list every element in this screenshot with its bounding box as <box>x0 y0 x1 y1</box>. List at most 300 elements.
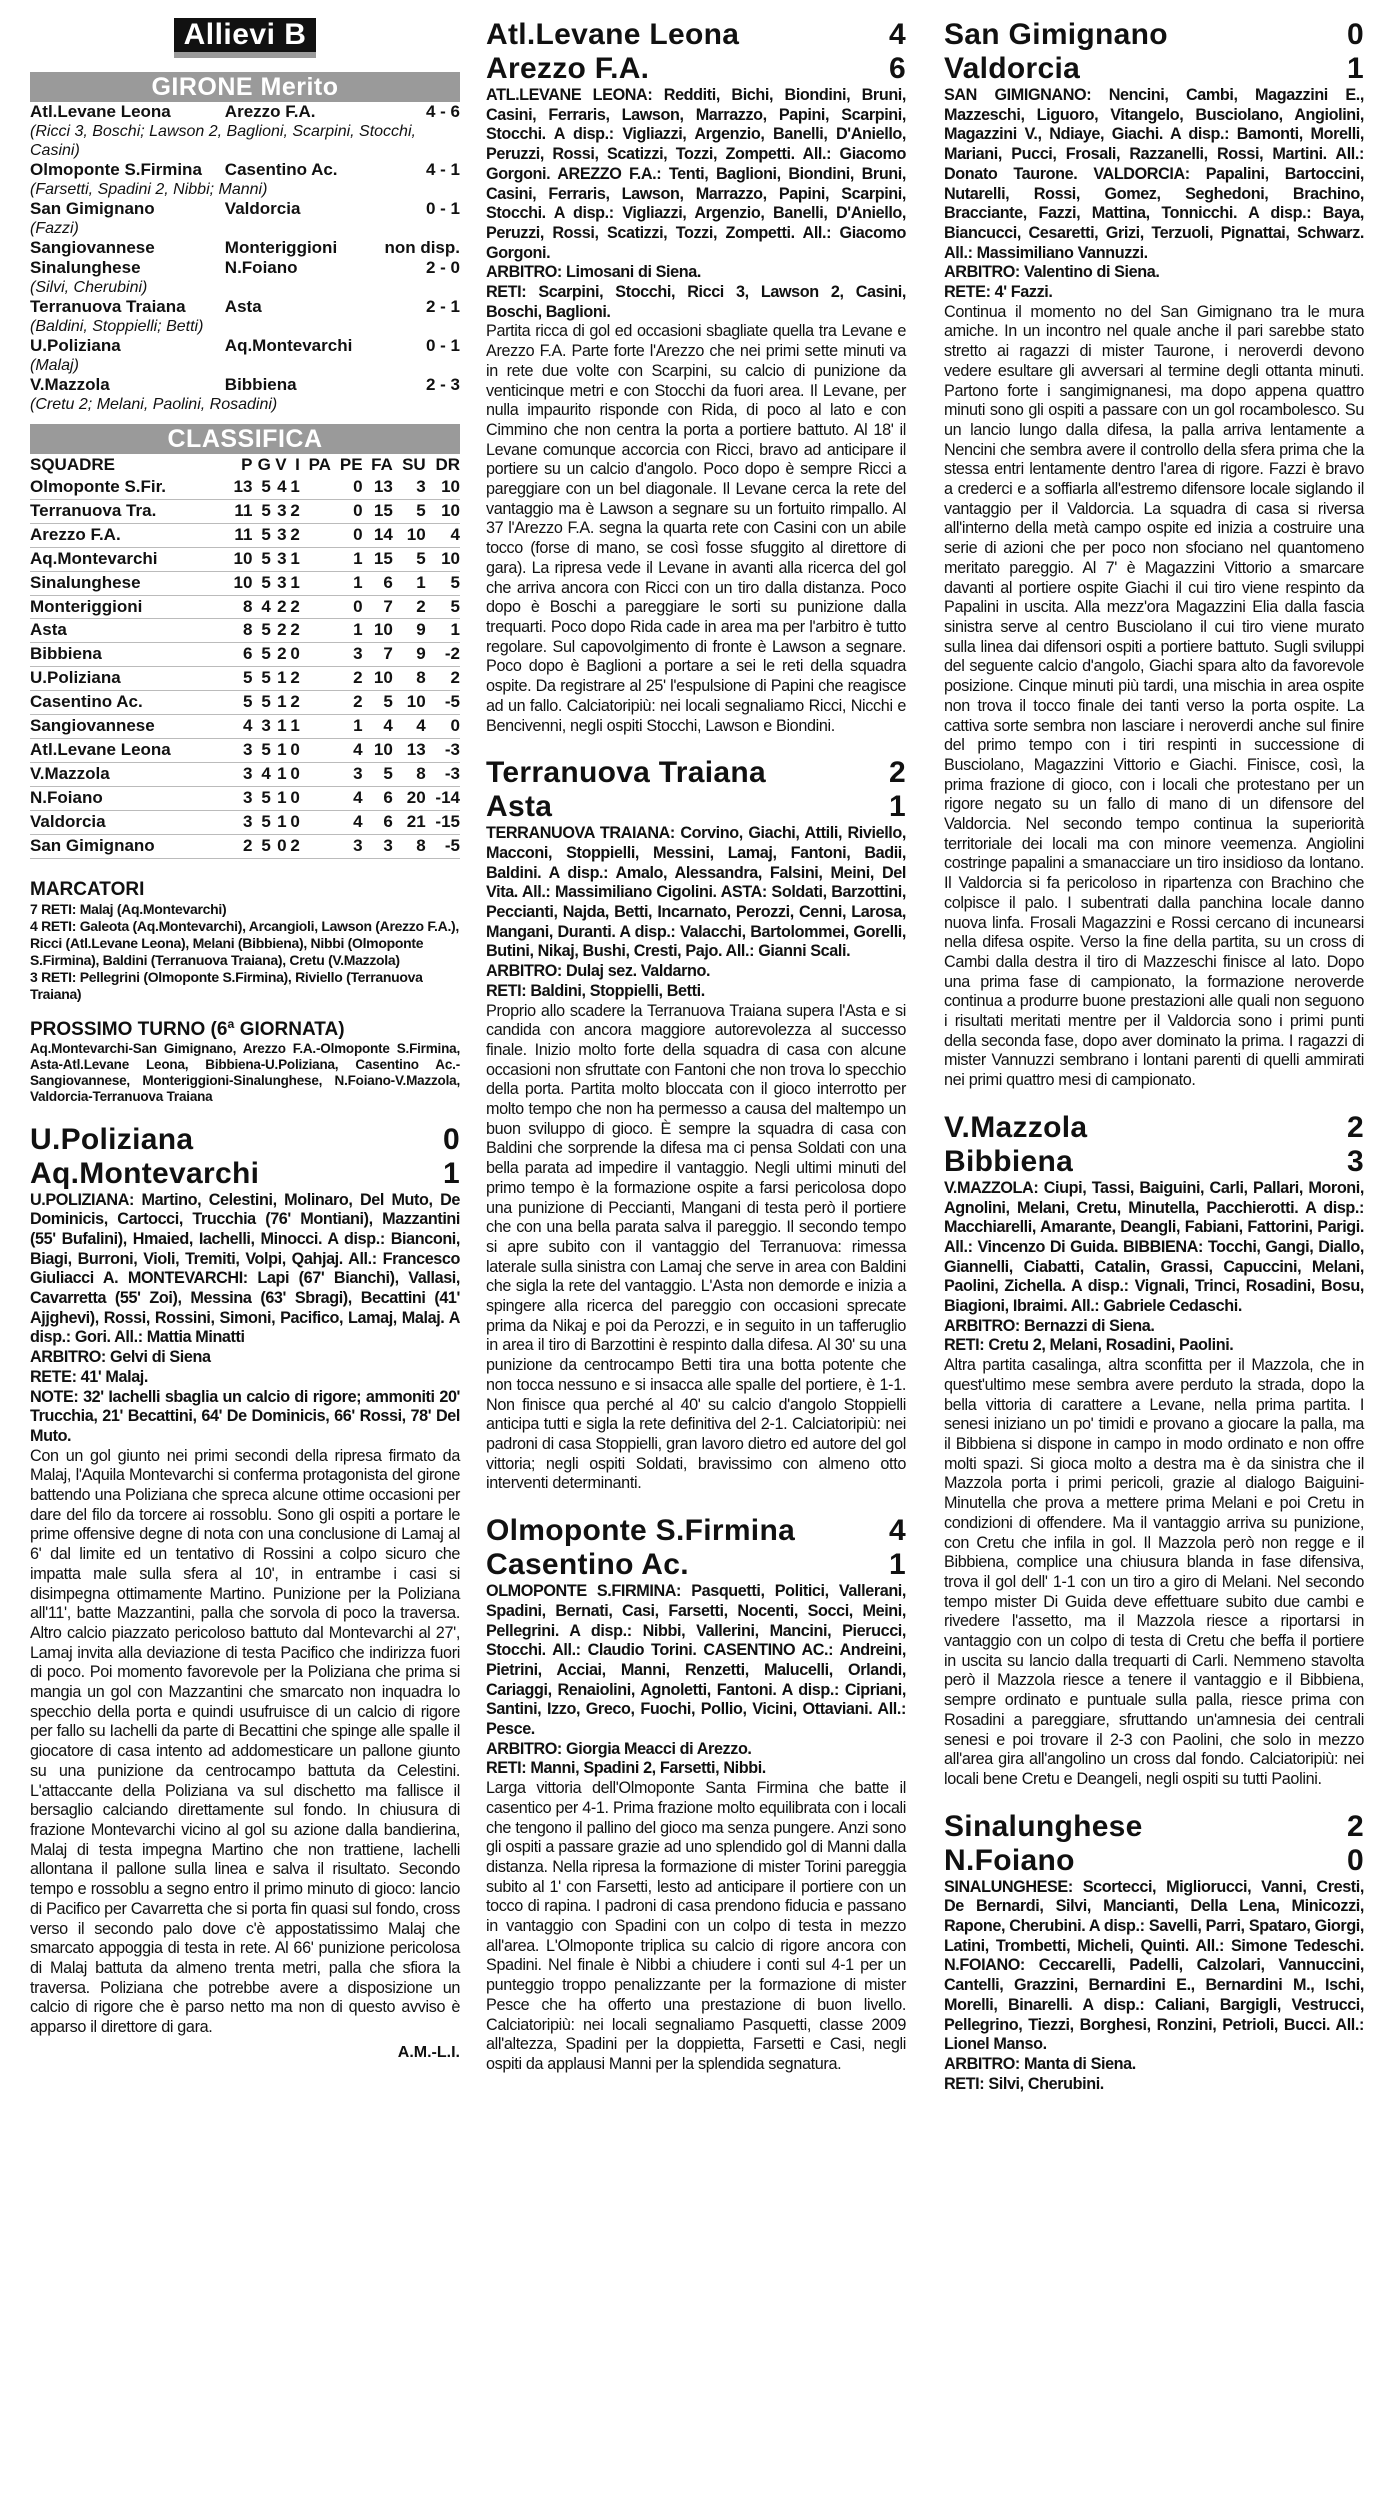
standings-cell <box>300 786 331 810</box>
standings-cell: 21 <box>393 810 426 834</box>
standings-cell: 1 <box>287 547 300 571</box>
standings-cell: 0 <box>331 499 363 523</box>
standings-cell: 8 <box>226 619 252 643</box>
standings-row <box>30 619 460 643</box>
standings-row <box>30 810 460 834</box>
match-away <box>30 1157 460 1191</box>
match-away <box>486 1548 906 1582</box>
match-away <box>486 52 906 86</box>
result-away: Aq.Montevarchi <box>224 336 353 355</box>
standings-cell: 0 <box>287 643 300 667</box>
standings-cell: 7 <box>363 643 393 667</box>
standings-cell: 15 <box>363 499 393 523</box>
standings-cell: 5 <box>252 476 270 499</box>
article-mazzola <box>944 1111 1364 1790</box>
result-scorers-row <box>30 317 460 336</box>
standings-cell: 6 <box>226 643 252 667</box>
standings-cell: 2 <box>287 834 300 858</box>
standings-cell: 5 <box>393 547 426 571</box>
result-away: Valdorcia <box>224 199 301 218</box>
standings-team: Aq.Montevarchi <box>30 547 226 571</box>
standings-cell: 1 <box>271 810 287 834</box>
result-row <box>30 336 460 356</box>
standings-cell: -14 <box>426 786 460 810</box>
result-away: Casentino Ac. <box>224 160 338 179</box>
standings-row <box>30 786 460 810</box>
away-score: 6 <box>889 52 906 85</box>
result-row <box>30 160 460 180</box>
standings-cell: 5 <box>252 738 270 762</box>
prossimo-title: PROSSIMO TURNO (6ª GIORNATA) <box>30 1018 345 1040</box>
standings-cell: 4 <box>252 595 270 619</box>
standings-row <box>30 738 460 762</box>
standings-cell: 10 <box>363 738 393 762</box>
standings-cell: 2 <box>287 667 300 691</box>
standings-cell: 2 <box>271 619 287 643</box>
result-scorers: (Ricci 3, Boschi; Lawson 2, Baglioni, Scarpini, Stocchi, Casini) <box>30 123 416 159</box>
result-score: 4 - 1 <box>425 160 460 179</box>
standings-cell <box>300 762 331 786</box>
marcatori-list <box>30 901 460 1003</box>
formations: U.POLIZIANA: Martino, Celestini, Molinaro, Del Muto, De Dominicis, Cartocci, Trucchia (76' Montiani), Mazzantini (55' Bufalini), Hmaied, Iachelli, Minocci. A disp.: Bianconi, Biagi, Burroni, Violi, Tremiti, Volpi, Qahjaj. All.: Francesco Giuliacci A. MONTEVARCHI: Lapi (67' Bianchi), Vallasi, Cavarretta (55' Zoi), Messina (63' Sbragi), Becattini (41' Ajjghevi), Rossi, Rossini, Simoni, Pacifico, Lamaj, Malaj. A disp.: Gori. All.: Mattia Minatti <box>30 1190 460 1347</box>
standings-cell <box>300 523 331 547</box>
standings-cell: 3 <box>393 476 426 499</box>
match-away <box>486 790 906 824</box>
standings-team: San Gimignano <box>30 834 226 858</box>
standings-cell: -5 <box>426 834 460 858</box>
standings-cell: 3 <box>226 738 252 762</box>
standings-cell: 5 <box>252 691 270 715</box>
result-scorers: (Cretu 2; Melani, Paolini, Rosadini) <box>30 396 278 413</box>
match-home <box>486 1514 906 1548</box>
standings-header-cell: PE <box>339 455 363 474</box>
standings-cell: 6 <box>363 571 393 595</box>
formations: TERRANUOVA TRAIANA: Corvino, Giachi, Attili, Riviello, Macconi, Stoppielli, Messini, Lamaj, Fantoni, Badii, Baldini. A disp.: Amalo, Alessandra, Falsini, Meini, Del Vita. All.: Massimiliano Cigolini. ASTA: Soldati, Barzottini, Peccianti, Najda, Betti, Incarnato, Perozzi, Cenni, Larosa, Mangani, Duranti. A disp.: Valacchi, Bartolommei, Gorelli, Butini, Nikaj, Bushi, Cresti, Pajo. All.: Gianni Scali. <box>486 824 906 961</box>
result-away: Asta <box>224 297 262 316</box>
result-scorers-row <box>30 180 460 199</box>
standings-cell: 9 <box>393 619 426 643</box>
standings-cell <box>300 738 331 762</box>
referee: ARBITRO: Giorgia Meacci di Arezzo. <box>486 1739 752 1758</box>
standings-cell: 3 <box>226 810 252 834</box>
standings-cell: 10 <box>393 523 426 547</box>
standings-cell: 1 <box>271 691 287 715</box>
standings-cell: 2 <box>226 834 252 858</box>
standings-cell: 1 <box>271 786 287 810</box>
standings-cell: 3 <box>331 762 363 786</box>
standings-cell: 2 <box>331 667 363 691</box>
result-away: Bibbiena <box>224 375 297 394</box>
match-home <box>486 18 906 52</box>
home-team: Terranuova Traiana <box>486 756 766 790</box>
referee: ARBITRO: Manta di Siena. <box>944 2054 1136 2073</box>
standings-header-cell: DR <box>435 455 460 474</box>
standings-header-cell: SQUADRE <box>30 455 116 474</box>
standings-cell: 20 <box>393 786 426 810</box>
standings-cell: 3 <box>271 499 287 523</box>
section-banner <box>30 18 460 58</box>
standings-cell: 3 <box>226 762 252 786</box>
standings-cell: 5 <box>252 834 270 858</box>
standings-cell: 14 <box>363 523 393 547</box>
formations: OLMOPONTE S.FIRMINA: Pasquetti, Politici, Vallerani, Spadini, Bernati, Casi, Farsetti, Nocenti, Socci, Meini, Pellegrini. A disp.: Nibbi, Vallerini, Mancini, Pierucci, Stocchi. All.: Claudio Torini. CASENTINO AC.: Andreini, Pietrini, Acciai, Manni, Renzetti, Malucelli, Orlandi, Cariaggi, Renaiolini, Agnoletti, Fantoni. A disp.: Cipriani, Santini, Izzo, Greco, Fuochi, Pollio, Vicini, Ottaviani. All.: Pesce. <box>486 1582 906 1739</box>
standings-cell: 0 <box>287 762 300 786</box>
standings-cell: 5 <box>252 667 270 691</box>
standings-team: Valdorcia <box>30 810 226 834</box>
standings-cell: 11 <box>226 499 252 523</box>
prossimo-text: Aq.Montevarchi-San Gimignano, Arezzo F.A.-Olmoponte S.Firmina, Asta-Atl.Levane Leona, Bibbiena-U.Poliziana, Casentino Ac.-Sangiovannese, Monteriggioni-Sinalunghese, N.Foiano-V.Mazzola, Valdorcia-Terranuova Traiana <box>30 1040 460 1104</box>
standings-cell: 10 <box>226 571 252 595</box>
standings-cell <box>300 691 331 715</box>
standings-cell: 4 <box>393 715 426 739</box>
standings-row <box>30 834 460 858</box>
standings-cell: 15 <box>363 547 393 571</box>
standings-header-cell: FA <box>371 455 393 474</box>
home-team: Olmoponte S.Firmina <box>486 1514 796 1548</box>
result-home: San Gimignano <box>30 199 155 218</box>
standings-team: Monteriggioni <box>30 595 226 619</box>
standings-cell <box>300 834 331 858</box>
standings-cell: 3 <box>271 523 287 547</box>
standings-cell: 8 <box>226 595 252 619</box>
article-text: Partita ricca di gol ed occasioni sbagliate quella tra Levane e Arezzo F.A. Parte forte l'Arezzo che nei primi sette minuti va in rete due volte con Scarpini, su calcio di punizione da venticinque metri e con Stocchi da fuori area. Il Levane, per nulla impaurito risponde con Rida, di poco al lato e con Cimmino che non centra la porta a portiere battuto. Al 18' il Levane comunque accorcia con Ricci, bravo ad anticipare il portiere su un calcio d'angolo. Poco dopo è sempre Ricci a pareggiare con un bel diagonale. Il Levane cerca la rete del vantaggio ma è Lawson a segnare su un fortuito rimpallo. Al 37 l'Arezzo F.A. segna la quarta rete con Casini con un abile tocco (forse di mano, se così fosse sfuggito al direttore di gara). La ripresa vede il Levane in avanti alla ricerca del gol che arriva ancora con Ricci con un tiro dalla distanza. Poco dopo è Boschi a pareggiare le sorti su punizione dalla trequarti. Poco dopo Rida cade in area ma per l'arbitro è tutto regolare. Sul capovolgimento di fronte è Lawson a segnare. Poco dopo è Baglioni a portare a sei le reti della squadra ospite. Da registrare al 25' l'espulsione di Papini che reagisce ad un fallo. Calciatoripiù: nei locali segnaliamo Ricci, Nicchi e Bencivenni, negli ospiti Stocchi, Lawson e Biondini. <box>486 322 906 735</box>
standings-cell: 7 <box>363 595 393 619</box>
standings-cell: 5 <box>252 523 270 547</box>
standings-cell: 4 <box>331 738 363 762</box>
home-score: 0 <box>443 1122 460 1156</box>
standings-cell: 5 <box>426 595 460 619</box>
standings-cell: 6 <box>363 786 393 810</box>
home-team: U.Poliziana <box>30 1122 194 1156</box>
standings-cell: 4 <box>363 715 393 739</box>
standings-cell <box>300 810 331 834</box>
standings-team: U.Poliziana <box>30 667 226 691</box>
standings-cell: 2 <box>287 691 300 715</box>
goals: RETI: Manni, Spadini 2, Farsetti, Nibbi. <box>486 1759 766 1778</box>
referee: ARBITRO: Valentino di Siena. <box>944 263 1160 282</box>
standings-cell: 0 <box>331 595 363 619</box>
standings-cell: -5 <box>426 691 460 715</box>
result-home: Olmoponte S.Firmina <box>30 160 202 179</box>
standings-cell: 13 <box>363 476 393 499</box>
home-team: Atl.Levane Leona <box>486 18 740 51</box>
result-row <box>30 102 460 122</box>
article-terranuova <box>486 756 906 1494</box>
standings-cell: 0 <box>271 834 287 858</box>
standings-cell: 8 <box>393 762 426 786</box>
referee: ARBITRO: Limosani di Siena. <box>486 263 701 282</box>
away-score: 1 <box>889 1548 906 1582</box>
standings-row <box>30 571 460 595</box>
column-right <box>944 18 1364 2094</box>
standings-cell <box>300 547 331 571</box>
article-text: Altra partita casalinga, altra sconfitta per il Mazzola, che in quest'ultimo mese sembra avere perduto la strada, dopo la bella vittoria di carattere a Levane, nella prima partita. I senesi iniziano un po' timidi e provano a giocare la palla, ma il Bibbiena si dispone in campo in modo ordinato e non offre molti spazi. Si gioca molto a destra ma è da sinistra che il Mazzola porta i primi pericoli, grazie al dialogo Baiguini-Minutella che prova a mettere prima Melani e poi Cretu in condizioni di offendere. Ma il vantaggio arriva su punizione, con Cretu che infila in gol. Il Mazzola però non regge e il Bibbiena, complice una chiusura blanda in fase difensiva, trova il gol dell' 1-1 con un tiro a giro di Melani. Nel secondo tempo mister Di Guida deve effettuare subito due cambi e rivedere l'assetto, ma il Mazzola riesce a riportarsi in vantaggio con un colpo di testa di Cretu che beffa il portiere in uscita su lancio dalla trequarti di Carli. Nemmeno stavolta però il Mazzola riesce a tenere il vantaggio e il Bibbiena, sempre ordinato e puntuale sulla palla, riesce prima con Rosadini a pareggiare, sfruttando un'amnesia dei centrali senesi e poi trovare il 2-3 con Paolini, che solo in mezzo all'area gira all'angolino un cross dal fondo. Calciatoripiù: nei locali bene Cretu e Deangeli, negli ospiti su tutti Paolini. <box>944 1356 1364 1788</box>
standings-row <box>30 547 460 571</box>
standings-cell: 1 <box>287 571 300 595</box>
standings-table <box>30 454 460 859</box>
standings-cell: 1 <box>331 571 363 595</box>
marcatori-line: 4 RETI: Galeota (Aq.Montevarchi), Arcangioli, Lawson (Arezzo F.A.), Ricci (Atl.Levane Leona), Melani (Bibbiena), Nibbi (Olmoponte S.Firmina), Baldini (Terranuova Traiana), Cretu (V.Mazzola) <box>30 917 459 968</box>
standings-cell: 2 <box>287 523 300 547</box>
away-score: 1 <box>1347 52 1364 85</box>
result-scorers: (Fazzi) <box>30 220 79 237</box>
result-scorers-row <box>30 356 460 375</box>
result-score: 0 - 1 <box>425 199 460 218</box>
result-row <box>30 297 460 317</box>
standings-cell: 4 <box>271 476 287 499</box>
goals: RETE: 4' Fazzi. <box>944 283 1053 302</box>
result-scorers-row <box>30 122 460 160</box>
standings-cell: 10 <box>426 476 460 499</box>
result-home: Sangiovannese <box>30 238 155 257</box>
formations: SAN GIMIGNANO: Nencini, Cambi, Magazzini E., Mazzeschi, Liguoro, Vitangelo, Busciolano, Angiolini, Magazzini V., Ndiaye, Giachi. A disp.: Bamonti, Morelli, Mariani, Pucci, Frosali, Razzanelli, Rossi, Martini. All.: Donato Taurone. VALDORCIA: Papalini, Bartoccini, Nutarelli, Rossi, Gomez, Seghedoni, Brachino, Bracciante, Fazzi, Mattina, Tonnicchi. A disp.: Baya, Biancucci, Cesaretti, Grizi, Terzuoli, Pignattai, Schwarz. All.: Massimiliano Vannuzzi. <box>944 86 1364 262</box>
standings-cell: 1 <box>271 738 287 762</box>
standings-cell <box>300 499 331 523</box>
result-scorers: (Farsetti, Spadini 2, Nibbi; Manni) <box>30 181 268 198</box>
standings-cell: 10 <box>226 547 252 571</box>
standings-team: N.Foiano <box>30 786 226 810</box>
standings-cell: 2 <box>271 595 287 619</box>
signature: A.M.-L.I. <box>397 2043 460 2061</box>
standings-cell: 5 <box>426 571 460 595</box>
standings-cell: 3 <box>331 643 363 667</box>
article-text: Larga vittoria dell'Olmoponte Santa Firmina che batte il casentico per 4-1. Prima frazione molto equilibrata con i locali che tengono il pallino del gioco ma senza pungere. Anzi sono gli ospiti a passare grazie ad uno splendido gol di Manni dalla distanza. Nella ripresa la formazione di mister Torini pareggia subito al 1' con Farsetti, lesto ad anticipare il portiere con un tocco di rapina. I padroni di casa prendono fiducia e passano in vantaggio con Spadini con un colpo di testa in mezzo all'area. L'Olmoponte triplica su calcio di rigore ancora con Spadini. Nel finale è Nibbi a chiudere i conti sul 4-1 per un punteggio troppo penalizzante per la formazione di mister Pesce che ha offerto una prestazione di buon livello. Calciatoripiù: nei locali segnaliamo Pasquetti, classe 2009 all'altezza, Spadini per la doppietta, Farsetti e Casi, negli ospiti da applausi Manni per la splendida segnatura. <box>486 1779 906 2073</box>
standings-row <box>30 762 460 786</box>
marcatori-title: MARCATORI <box>30 878 145 900</box>
standings-cell <box>300 715 331 739</box>
goals: RETI: Baldini, Stoppielli, Betti. <box>486 981 705 1000</box>
standings-row <box>30 667 460 691</box>
standings-row <box>30 499 460 523</box>
away-team: N.Foiano <box>944 1843 1075 1877</box>
standings-cell: -3 <box>426 738 460 762</box>
standings-cell: 0 <box>287 786 300 810</box>
standings-cell: 11 <box>226 523 252 547</box>
standings-cell: 0 <box>287 738 300 762</box>
home-score: 2 <box>1347 1809 1364 1843</box>
standings-row <box>30 476 460 499</box>
standings-cell: 8 <box>393 834 426 858</box>
standings-cell <box>300 643 331 667</box>
standings-cell: 5 <box>252 643 270 667</box>
standings-row <box>30 523 460 547</box>
result-row <box>30 199 460 219</box>
referee: ARBITRO: Gelvi di Siena <box>30 1348 211 1367</box>
result-away: N.Foiano <box>224 258 298 277</box>
away-score: 3 <box>1347 1144 1364 1178</box>
goals: RETI: Scarpini, Stocchi, Ricci 3, Lawson 2, Casini, Boschi, Baglioni. <box>486 283 906 321</box>
match-home <box>486 756 906 790</box>
standings-cell: 8 <box>393 667 426 691</box>
standings-cell: 5 <box>252 571 270 595</box>
standings-cell: 2 <box>287 619 300 643</box>
standings-cell <box>300 619 331 643</box>
standings-cell: 5 <box>252 786 270 810</box>
home-score: 2 <box>889 756 906 790</box>
standings-row <box>30 595 460 619</box>
result-score: 0 - 1 <box>425 336 460 355</box>
result-score: 2 - 3 <box>425 375 460 394</box>
away-team: Casentino Ac. <box>486 1548 689 1582</box>
standings-cell: 1 <box>271 715 287 739</box>
standings-cell: 3 <box>271 547 287 571</box>
standings-cell: 13 <box>226 476 252 499</box>
standings-cell: 0 <box>426 715 460 739</box>
standings-row <box>30 643 460 667</box>
result-score: non disp. <box>384 238 460 257</box>
standings-cell: 2 <box>426 667 460 691</box>
standings-cell: 2 <box>287 499 300 523</box>
result-scorers-row <box>30 219 460 238</box>
home-score: 4 <box>889 1514 906 1548</box>
article-sangimignano <box>944 18 1364 1091</box>
standings-cell: 3 <box>331 834 363 858</box>
standings-cell: 5 <box>363 762 393 786</box>
goals: RETI: Cretu 2, Melani, Rosadini, Paolini. <box>944 1336 1234 1355</box>
result-away: Arezzo F.A. <box>224 102 316 121</box>
result-score: 4 - 6 <box>425 102 460 121</box>
standings-header-cell: V <box>275 455 287 474</box>
standings-header <box>30 454 460 476</box>
notes: NOTE: 32' Iachelli sbaglia un calcio di rigore; ammoniti 20' Trucchia, 21' Becattini, 64' De Dominicis, 66' Rossi, 78' Del Muto. <box>30 1387 460 1445</box>
standings-cell: -15 <box>426 810 460 834</box>
standings-team: Atl.Levane Leona <box>30 738 226 762</box>
standings-cell: 4 <box>252 762 270 786</box>
standings-cell: 0 <box>331 523 363 547</box>
result-away: Monteriggioni <box>224 238 338 257</box>
result-score: 2 - 0 <box>425 258 460 277</box>
column-middle <box>486 18 906 2075</box>
standings-team: Olmoponte S.Fir. <box>30 476 226 499</box>
standings-cell: 10 <box>426 499 460 523</box>
standings-team: Arezzo F.A. <box>30 523 226 547</box>
standings-cell: 2 <box>271 643 287 667</box>
home-team: San Gimignano <box>944 18 1168 51</box>
standings-cell <box>300 476 331 499</box>
article-sinalunghese <box>944 1810 1364 2095</box>
standings-cell: 4 <box>331 786 363 810</box>
result-home: Atl.Levane Leona <box>30 102 171 121</box>
result-scorers: (Baldini, Stoppielli; Betti) <box>30 318 204 335</box>
result-row <box>30 375 460 395</box>
standings-cell: 4 <box>426 523 460 547</box>
away-team: Arezzo F.A. <box>486 52 650 85</box>
standings-cell: 5 <box>226 667 252 691</box>
standings-cell: 1 <box>271 667 287 691</box>
standings-cell: 3 <box>226 786 252 810</box>
standings-cell: 5 <box>226 691 252 715</box>
away-score: 1 <box>443 1156 460 1190</box>
goals: RETE: 41' Malaj. <box>30 1367 148 1386</box>
standings-cell <box>300 595 331 619</box>
away-team: Aq.Montevarchi <box>30 1156 260 1190</box>
article-poliziana <box>30 1123 460 2062</box>
match-away <box>944 1844 1364 1878</box>
standings-cell: -2 <box>426 643 460 667</box>
standings-cell: 1 <box>331 547 363 571</box>
article-text: Con un gol giunto nei primi secondi della ripresa firmato da Malaj, l'Aquila Montevarchi si conferma protagonista del girone battendo una Poliziana che spreca alcune ottime occasioni per dare del filo da torcere ai rossoblu. Sono gli ospiti a portare le prime offensive degne di nota con una conclusione di Lamaj al 6' dal limite ed un tentativo di Rossini a colpo sicuro che impatta male sulla sfera al 10', in entrambe i casi si disimpegna ottimamente Martino. Punizione per la Poliziana all'11', batte Mazzantini, palla che sorvola di poco la traversa. Altro calcio piazzato pericoloso battuto dal Montevarchi al 27', Lamaj invita alla deviazione di testa Pacifico che indirizza fuori di poco. Poi momento favorevole per la Poliziana che prima si mangia un gol con Mazzantini che smarcato non inquadra lo specchio della porta e quindi usufruisce di un calcio di rigore per fallo su Iachelli da parte di Becattini che spinge alle spalle il giocatore di casa intento ad addomesticare un pallone giunto su una punizione da centrocampo battuta da Celestini. L'attaccante della Poliziana va sul dischetto ma fallisce il bersaglio calciando direttamente sul fondo. In chiusura di frazione Montevarchi vicino al gol su azione dalla bandierina, Malaj di testa impegna Martino che non trattiene, lachelli allontana il pallone sulla linea e salva il risultato. Secondo tempo e rossoblu a segno entro il primo minuto di gioco: lancio di Pacifico per Cavarretta che si porta fin quasi sul fondo, cross verso il secondo palo dove c'è appostatissimo Malaj che smarcato appoggia di testa in rete. Al 66' punizione pericolosa di Malaj battuta da almeno trenta metri, palla che sfiora la traversa. Poliziana che potrebbe avere a disposizione un calcio di rigore che è parso netto ma non di questo avviso è apparso il direttore di gara. <box>30 1446 460 2037</box>
match-home <box>944 1111 1364 1145</box>
result-home: Sinalunghese <box>30 258 141 277</box>
standings-cell: 1 <box>287 715 300 739</box>
standings-cell <box>300 571 331 595</box>
column-left <box>30 18 460 2062</box>
match-away <box>944 52 1364 86</box>
standings-cell: 10 <box>363 667 393 691</box>
match-home <box>944 1810 1364 1844</box>
standings-header-cell: SU <box>402 455 426 474</box>
result-home: U.Poliziana <box>30 336 121 355</box>
standings-cell: 0 <box>287 810 300 834</box>
standings-cell: 2 <box>287 595 300 619</box>
away-score: 0 <box>1347 1843 1364 1877</box>
standings-cell: 1 <box>331 715 363 739</box>
standings-cell: 0 <box>331 476 363 499</box>
girone-title: GIRONE Merito <box>30 72 460 102</box>
standings-team: V.Mazzola <box>30 762 226 786</box>
result-row <box>30 258 460 278</box>
standings-team: Sangiovannese <box>30 715 226 739</box>
home-team: V.Mazzola <box>944 1110 1088 1144</box>
standings-team: Bibbiena <box>30 643 226 667</box>
standings-cell: 5 <box>393 499 426 523</box>
standings-cell: 1 <box>287 476 300 499</box>
standings-cell: -3 <box>426 762 460 786</box>
standings-cell: 1 <box>271 762 287 786</box>
result-score: 2 - 1 <box>425 297 460 316</box>
standings-cell: 5 <box>363 691 393 715</box>
away-team: Bibbiena <box>944 1144 1074 1178</box>
standings-cell: 1 <box>426 619 460 643</box>
standings-row <box>30 715 460 739</box>
banner-title: Allievi B <box>174 18 317 58</box>
standings-team: Casentino Ac. <box>30 691 226 715</box>
standings-cell: 9 <box>393 643 426 667</box>
home-score: 2 <box>1347 1110 1364 1144</box>
standings-header-cell: P <box>241 455 253 474</box>
referee: ARBITRO: Dulaj sez. Valdarno. <box>486 962 711 981</box>
home-score: 0 <box>1347 18 1364 51</box>
result-scorers-row <box>30 395 460 414</box>
standings-cell: 5 <box>252 810 270 834</box>
result-scorers: (Malaj) <box>30 357 79 374</box>
standings-cell: 10 <box>426 547 460 571</box>
standings-cell: 5 <box>252 547 270 571</box>
results-table <box>30 102 460 414</box>
classifica-title: CLASSIFICA <box>30 424 460 454</box>
article-levane <box>486 18 906 736</box>
standings-cell: 1 <box>331 619 363 643</box>
article-olmoponte <box>486 1514 906 2075</box>
standings-cell: 10 <box>363 619 393 643</box>
standings-cell: 4 <box>226 715 252 739</box>
match-away <box>944 1145 1364 1179</box>
standings-cell: 2 <box>331 691 363 715</box>
marcatori-line: 7 RETI: Malaj (Aq.Montevarchi) <box>30 900 227 917</box>
formations: SINALUNGHESE: Scortecci, Migliorucci, Vanni, Cresti, De Bernardi, Silvi, Mancianti, Della Lena, Minicozzi, Rapone, Cherubini. A disp.: Savelli, Parri, Spataro, Giorgi, Latini, Trombetti, Micheli, Quinti. All.: Simone Tedeschi. N.FOIANO: Ceccarelli, Padelli, Calzolari, Vannuccini, Cantelli, Grazzini, Bernardini E., Bernardini M., Ischi, Morelli, Binarelli. A disp.: Caliani, Bargigli, Vestrucci, Pellegrino, Tiezzi, Borghesi, Ronzini, Petrioli, Bucci. All.: Lionel Manso. <box>944 1877 1364 2054</box>
standings-cell: 1 <box>393 571 426 595</box>
standings-header-cell: PA <box>308 455 331 474</box>
result-home: V.Mazzola <box>30 375 110 394</box>
standings-cell: 6 <box>363 810 393 834</box>
referee: ARBITRO: Bernazzi di Siena. <box>944 1316 1155 1335</box>
result-home: Terranuova Traiana <box>30 297 186 316</box>
match-home <box>944 18 1364 52</box>
standings-cell: 5 <box>252 619 270 643</box>
standings-team: Terranuova Tra. <box>30 499 226 523</box>
article-text: Proprio allo scadere la Terranuova Traiana supera l'Asta e si candida con ancora maggiore autorevolezza al successo finale. Inizio molto forte della squadra di casa con alcune occasioni non sfruttate con Fantoni che non trova lo specchio della porta. Partita molto bloccata con il gioco interrotto per molto tempo che non ha permesso a causa del maltempo un buon sviluppo di gioco. È sempre la squadra di casa con Baldini che sorprende la difesa ma ci pensa Soldati con una bella parata ad impedire il vantaggio. Negli ultimi minuti del primo tempo è la formazione ospite a farsi pericolosa dopo una punizione di Peccianti, Mangani di testa però il portiere che con una bella parata salva il pareggio. Il secondo tempo si apre subito con il vantaggio del Terranuova: rimessa laterale sulla sinistra con Lamaj che serve in area con Baldini che sigla la rete del vantaggio. L'Asta non demorde e inizia a spingere alla ricerca del pareggio con occasioni sprecate prima da Nikaj e poi da Perozzi, e in seguito in un tafferuglio in area il tiro di Barzottini è respinto dalla difesa. Al 30' su una punizione da centrocampo Betti tira una botta potente che non tocca nessuno e si insacca alle spalle del portiere, è 1-1. Non finisce qua perché al 40' su calcio d'angolo Stoppielli anticipa tutti e sigla la rete definitiva del 2-1. Calciatoripiù: nei padroni di casa Stoppielli, gran lavoro dietro ed autore del gol vittoria; negli ospiti Soldati, bravissimo con almeno otto interventi determinanti. <box>486 1001 906 1493</box>
marcatori-line: 3 RETI: Pellegrini (Olmoponte S.Firmina), Riviello (Terranuova Traiana) <box>30 968 423 1002</box>
